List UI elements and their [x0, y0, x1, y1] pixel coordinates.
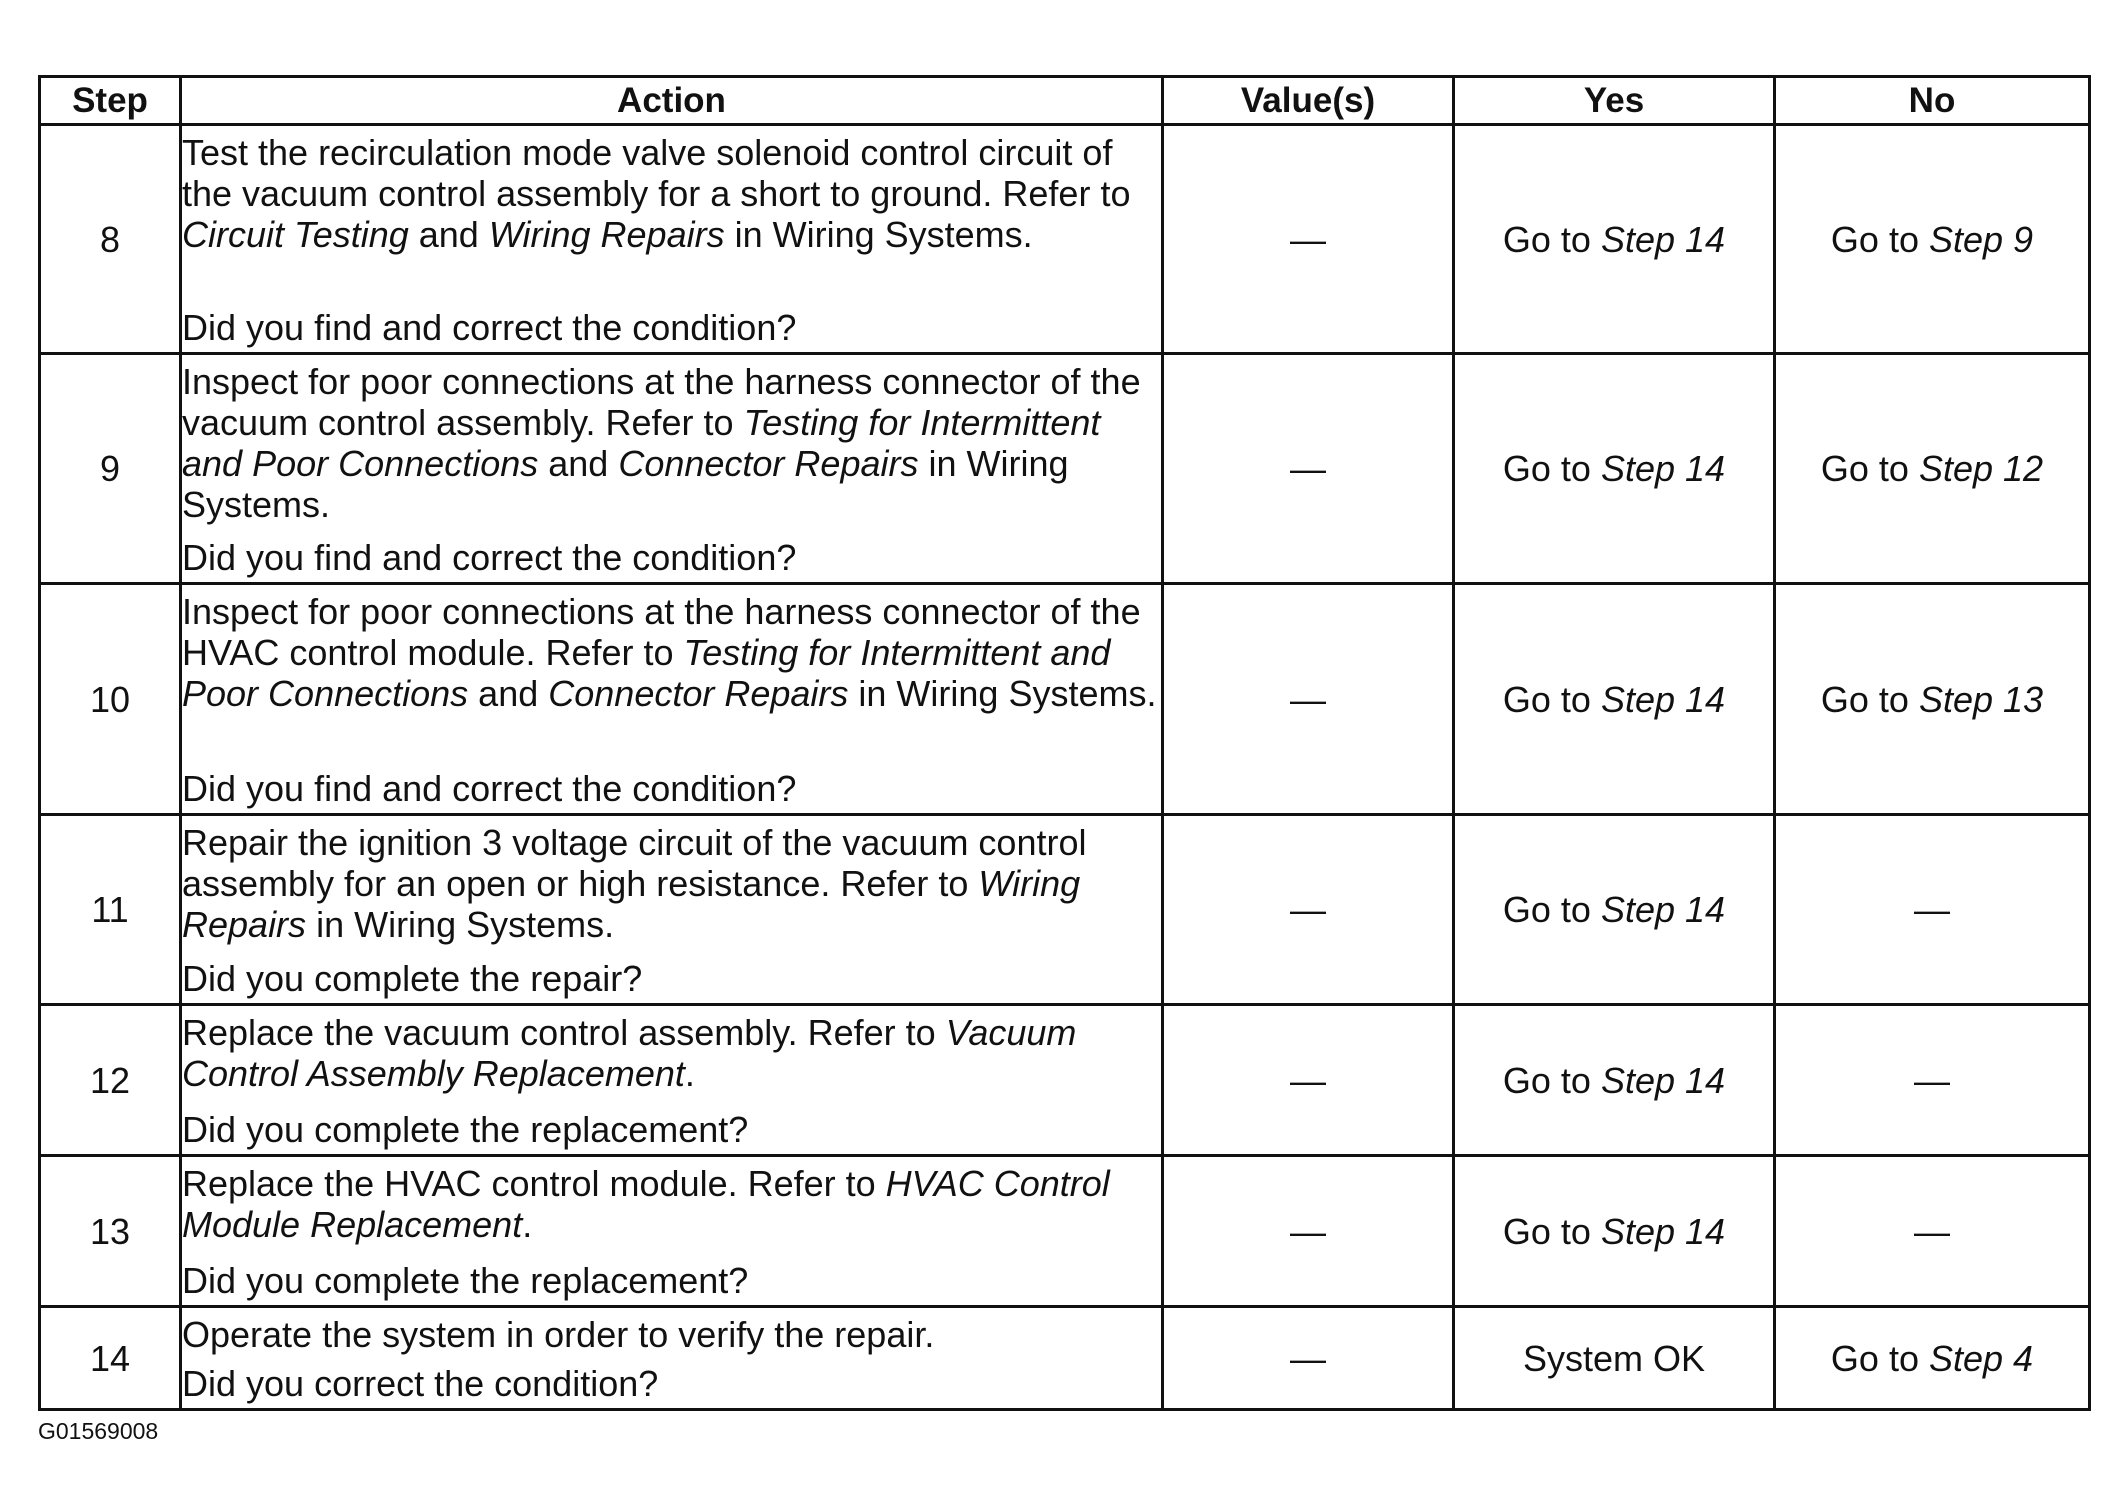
action-question: Did you complete the replacement? — [182, 1260, 749, 1301]
action-content — [182, 1308, 1161, 1408]
action-question: Did you find and correct the condition? — [182, 307, 797, 348]
action-question: Did you find and correct the condition? — [182, 537, 797, 578]
action-reference: Circuit Testing — [182, 214, 409, 255]
yes-step-reference: Step 14 — [1600, 1210, 1726, 1252]
action-cell — [181, 1307, 1163, 1410]
yes-cell — [1454, 354, 1775, 584]
action-text-run: Repair the ignition 3 voltage circuit of the vacuum control assembly for an open or high resistance. Refer to — [182, 822, 1087, 904]
header-no: No — [1775, 77, 2090, 125]
yes-text: Go to — [1502, 1059, 1601, 1101]
action-reference: Connector Repairs — [548, 673, 849, 714]
action-text-run: Replace the HVAC control module. Refer to — [182, 1163, 886, 1204]
action-cell — [181, 815, 1163, 1005]
action-text-run: Inspect for poor connections at the harness connector of the HVAC control module. Refer to — [182, 591, 1141, 673]
value-cell: — — [1163, 1156, 1454, 1307]
action-reference: Connector Repairs — [618, 443, 919, 484]
action-text — [182, 132, 1161, 255]
action-text-run: and — [408, 214, 489, 255]
header-yes: Yes — [1454, 77, 1775, 125]
action-text — [182, 1012, 1161, 1094]
yes-cell — [1454, 1156, 1775, 1307]
action-text — [182, 1163, 1161, 1245]
table-row — [40, 1307, 2090, 1410]
table-row — [40, 1156, 2090, 1307]
action-text-run: Test the recirculation mode valve solenoid control circuit of the vacuum control assembly for a short to ground. Refer to — [182, 132, 1131, 214]
no-cell — [1775, 1307, 2090, 1410]
value-cell: — — [1163, 125, 1454, 354]
table-body — [40, 125, 2090, 1410]
action-text-run: in Wiring Systems. — [306, 904, 615, 945]
yes-cell — [1454, 584, 1775, 815]
no-cell — [1775, 1005, 2090, 1156]
action-text — [182, 1314, 1161, 1355]
yes-cell — [1454, 815, 1775, 1005]
action-reference: Wiring Repairs — [488, 214, 725, 255]
action-text — [182, 361, 1161, 525]
no-step-reference: Step 9 — [1928, 218, 2034, 260]
yes-cell — [1454, 125, 1775, 354]
no-text: Go to — [1830, 218, 1929, 260]
action-text-run: in Wiring Systems. — [848, 673, 1157, 714]
action-reference: Testing for Intermittent and Poor Connections — [182, 632, 1111, 714]
action-text-run: . — [522, 1204, 533, 1245]
table-row — [40, 1005, 2090, 1156]
step-number: 11 — [40, 815, 181, 1005]
no-text: — — [1914, 889, 1950, 930]
step-number: 13 — [40, 1156, 181, 1307]
yes-text: Go to — [1502, 889, 1601, 930]
header-row — [40, 77, 2090, 125]
diagnostic-table — [38, 75, 2091, 1411]
action-content — [182, 816, 1161, 1003]
action-cell — [181, 584, 1163, 815]
action-text-run: . — [684, 1053, 695, 1094]
value-cell: — — [1163, 584, 1454, 815]
no-cell — [1775, 584, 2090, 815]
table-row — [40, 125, 2090, 354]
action-text-run: in Wiring Systems. — [182, 443, 1069, 525]
table-row — [40, 584, 2090, 815]
yes-text: Go to — [1502, 1210, 1601, 1252]
action-content — [182, 1157, 1161, 1305]
value-cell: — — [1163, 815, 1454, 1005]
step-number: 8 — [40, 125, 181, 354]
action-reference: HVAC Control Module Replacement — [182, 1163, 1110, 1245]
table-row — [40, 354, 2090, 584]
no-step-reference: Step 4 — [1928, 1337, 2034, 1379]
value-cell: — — [1163, 1005, 1454, 1156]
yes-cell — [1454, 1005, 1775, 1156]
action-reference: Testing for Intermittent and Poor Connections — [182, 402, 1101, 484]
yes-text: System OK — [1522, 1337, 1706, 1379]
header-values: Value(s) — [1163, 77, 1454, 125]
action-text-run: Operate the system in order to verify the repair. — [182, 1314, 935, 1355]
action-text-run: in Wiring Systems. — [724, 214, 1033, 255]
action-cell — [181, 125, 1163, 354]
action-content — [182, 1006, 1161, 1154]
action-content — [182, 585, 1161, 813]
no-step-reference: Step 12 — [1918, 448, 2044, 489]
action-question: Did you complete the repair? — [182, 958, 643, 999]
yes-cell — [1454, 1307, 1775, 1410]
no-cell — [1775, 815, 2090, 1005]
no-text: — — [1914, 1210, 1950, 1252]
no-text: — — [1914, 1059, 1950, 1101]
no-text: Go to — [1830, 1337, 1929, 1379]
yes-step-reference: Step 14 — [1600, 218, 1726, 260]
action-cell — [181, 1005, 1163, 1156]
no-step-reference: Step 13 — [1918, 678, 2044, 720]
action-cell — [181, 354, 1163, 584]
yes-step-reference: Step 14 — [1600, 448, 1726, 489]
no-cell — [1775, 1156, 2090, 1307]
header-action: Action — [181, 77, 1163, 125]
yes-text: Go to — [1502, 218, 1601, 260]
action-content — [182, 355, 1161, 582]
action-text — [182, 822, 1161, 945]
action-text-run: and — [468, 673, 549, 714]
figure-id: G01569008 — [38, 1418, 159, 1444]
value-cell: — — [1163, 1307, 1454, 1410]
yes-step-reference: Step 14 — [1600, 889, 1726, 930]
action-text — [182, 591, 1161, 714]
step-number: 9 — [40, 354, 181, 584]
action-question: Did you correct the condition? — [182, 1363, 659, 1404]
no-text: Go to — [1820, 448, 1919, 489]
action-text-run: and — [538, 443, 619, 484]
action-question: Did you complete the replacement? — [182, 1109, 749, 1150]
step-number: 14 — [40, 1307, 181, 1410]
no-text: Go to — [1820, 678, 1919, 720]
no-cell — [1775, 354, 2090, 584]
action-content — [182, 126, 1161, 352]
no-cell — [1775, 125, 2090, 354]
action-cell — [181, 1156, 1163, 1307]
table-row — [40, 815, 2090, 1005]
action-reference: Vacuum Control Assembly Replacement — [182, 1012, 1077, 1094]
step-number: 10 — [40, 584, 181, 815]
header-step: Step — [40, 77, 181, 125]
action-text-run: Inspect for poor connections at the harness connector of the vacuum control assembly. Refer to — [182, 361, 1141, 443]
yes-step-reference: Step 14 — [1600, 678, 1726, 720]
action-text-run: Replace the vacuum control assembly. Refer to — [182, 1012, 946, 1053]
yes-step-reference: Step 14 — [1600, 1059, 1726, 1101]
yes-text: Go to — [1502, 448, 1601, 489]
action-reference: Wiring Repairs — [182, 863, 1081, 945]
action-question: Did you find and correct the condition? — [182, 768, 797, 809]
yes-text: Go to — [1502, 678, 1601, 720]
step-number: 12 — [40, 1005, 181, 1156]
value-cell: — — [1163, 354, 1454, 584]
